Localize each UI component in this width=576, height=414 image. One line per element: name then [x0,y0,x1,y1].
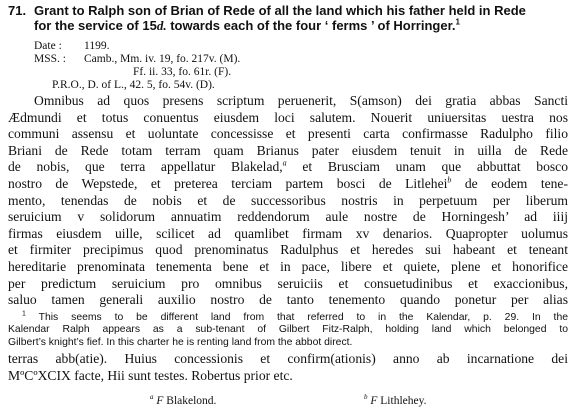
charter-line: firmas eiusdem uille, scilicet ad quamlibet firmam xv denarios. Quapropter uolumus [8,225,568,241]
mss-line-1: Camb., Mm. iv. 19, fo. 217v. (M). [84,53,241,65]
footnote-line: Kalendar Ralph appears as a sub-tenant of Gilbert Fitz-Ralph, holding land which belonged to [8,324,568,336]
date-label: Date : [34,40,62,52]
entry-title-pence: d. [156,18,167,33]
charter-line [8,176,568,193]
charter-line-part: et Brusciam unam que abbuttat bosco [302,159,568,175]
variant-note-b-ms: F [370,395,378,407]
charter-continuation [8,351,568,384]
charter-line-part: nostro de Wepstede, et preterea terciam partem bosci de Litlehei [8,175,448,191]
charter-line: hereditarie prenominata tenementa bene et in pace, libere et quiete, plene et honorifice [8,258,568,274]
charter-line: Briani de Rede totam terram quam Brianus pater eiusdem tenuit in uilla de Rede [8,142,568,158]
charter-line-part: de eodem tene- [464,175,568,191]
entry-title-part-b: towards each of the four ‘ ferms ’ of Horringer. [166,18,456,33]
charter-line: Ædmundi et totus conuentus eiusdem loci salutem. Nouerit uniuersitas uestra nos [8,109,568,125]
variant-note-a [150,395,216,408]
charter-line-part: de nobis, que terra appellatur Blakelad, [8,159,283,175]
charter-line: communi assensu et uoluntate concessisse et presenti carta confirmasse Radulpho filio [8,126,568,142]
meta-mss-2 [133,66,231,79]
mss-label: MSS. : [34,53,66,65]
footnote-line [8,312,568,324]
charter-line: saluo tamen generali auxilio nostro de tanto tenemento quando ponetur per alias [8,292,568,308]
variant-note-a-text: Blakelond. [166,395,217,407]
entry-number: 71. [8,3,27,18]
variant-note-b [364,395,426,408]
charter-line: mento, tenendas de nobis et de successoribus nostris in perpetuum per liberum [8,192,568,208]
charter-line: per predictum seruicium pro omnibus seruiciis et consuetudinibus et exaccionibus, [8,275,568,291]
charter-line: seruicium v solidorum annuatim reddendorum aule nostre de Horningesh’ ad iiij [8,209,568,225]
continuation-line: terras abb(atie). Huius concessionis et confirm(ationis) anno ab incarnatione dei [8,351,568,366]
meta-mss-3 [52,79,215,92]
continuation-line: MºCºXCIX facte, Hii sunt testes. Robertus prior etc. [8,367,293,383]
variant-note-b-text: Lithlehey. [380,395,427,407]
charter-text [8,93,568,309]
footnote-number: 1 [22,310,26,318]
entry-title-footnote-ref: 1 [455,17,460,27]
meta-date [34,40,109,53]
footnote [8,312,568,349]
entry-title-part-a: for the service of 15 [34,18,157,33]
variant-mark-a: a [282,158,287,168]
footnote-text: This seems to be different land from that referred to in the Kalendar, p. 29. In the [38,312,569,323]
footnote-line: Gilbert’s knight’s fief. In this charter he is renting land from the abbot direct. [8,336,353,348]
date-value: 1199. [84,40,110,52]
variant-note-b-mark: b [364,393,368,402]
charter-line [8,159,568,176]
charter-line: Omnibus ad quos presens scriptum peruenerit, S(amson) dei gratia abbas Sancti [34,93,568,108]
entry-title-line-2 [34,18,460,33]
charter-line: et firmiter precipimus quod prenominatus Radulphus et heredes sui habeant et teneant [8,242,568,258]
variant-mark-b: b [447,175,452,185]
meta-mss-1 [34,53,240,66]
entry-title-line-1: Grant to Ralph son of Brian of Rede of all the land which his father held in Rede [34,3,526,18]
variant-note-a-ms: F [156,395,164,407]
variant-note-a-mark: a [150,393,154,402]
mss-line-3: P.R.O., D. of L., 42. 5, fo. 54v. (D). [52,79,215,91]
mss-line-2: Ff. ii. 33, fo. 61r. (F). [133,66,232,78]
